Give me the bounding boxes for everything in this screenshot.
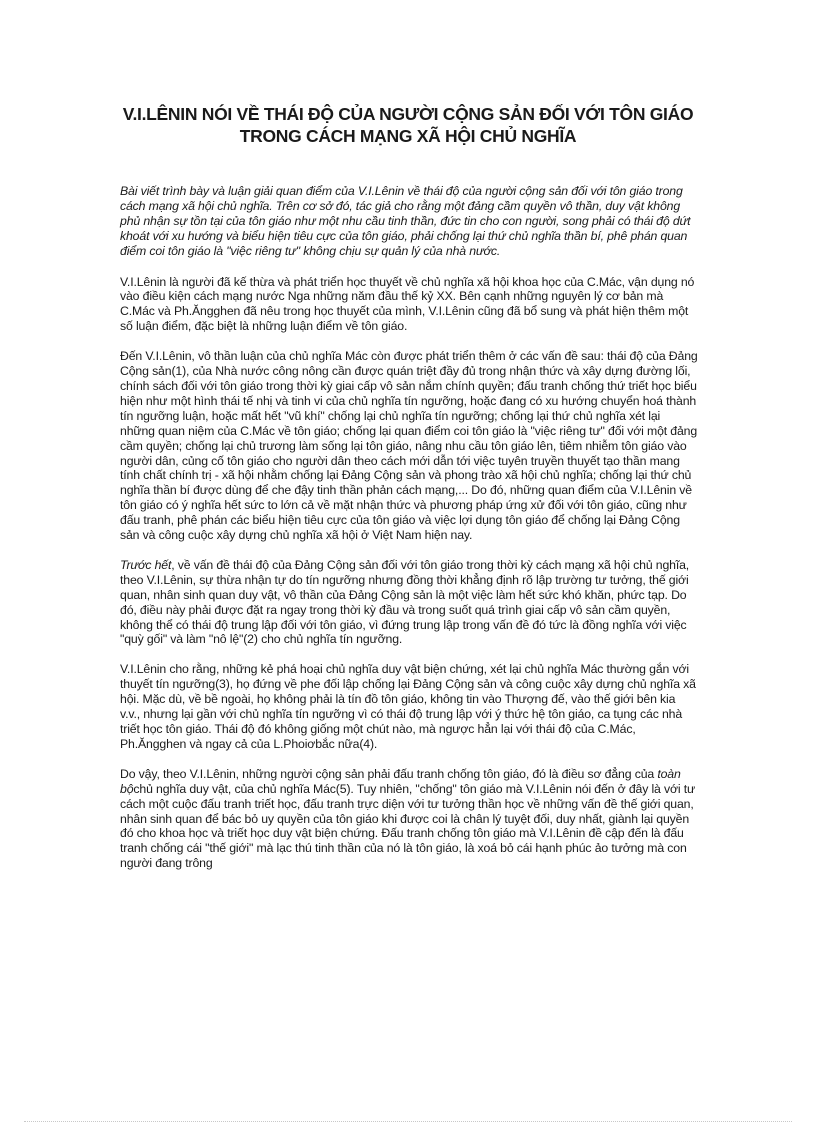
body-paragraph bbox=[120, 558, 698, 647]
article-body bbox=[120, 184, 698, 886]
body-paragraph: V.I.Lênin là người đã kế thừa và phát triển học thuyết về chủ nghĩa xã hội khoa học của C.Mác, vận dụng nó vào điều kiện cách mạng nước Nga những năm đầu thế kỷ XX. Bên cạnh những nguyên lý cơ bản mà C.Mác và Ph.Ăngghen đã nêu trong học thuyết của mình, V.I.Lênin cũng đã bổ sung và phát hiện thêm một số luận điểm, đặc biệt là những luận điểm về tôn giáo. bbox=[120, 274, 695, 334]
body-paragraph: Đến V.I.Lênin, vô thần luận của chủ nghĩa Mác còn được phát triển thêm ở các vấn đề sau: thái độ của Đảng Cộng sản(1), của Nhà nước công nông cần được quán triệt đầy đủ trong nhận thức và xây dựng đường lối, chính sách đối với tôn giáo trong thời kỳ giai cấp vô sản nắm chính quyền; đấu tranh chống thứ triết học biểu hiện như một hình thái tế nhị và tinh vi của chủ nghĩa tín ngưỡng, hoặc đang có xu hướng chuyển hoá thành tín ngưỡng luận, hoặc mất hết "vũ khí" chống lại chủ nghĩa tín ngưỡng; chống lại thứ chủ nghĩa xét lại những quan niệm của C.Mác về tôn giáo; chống lại quan điểm coi tôn giáo là "việc riêng tư" đối với một đảng cầm quyền; chống lại chủ trương làm sống lại tôn giáo, nâng nhu cầu tôn giáo lên, tiêm nhiễm tôn giáo vào người dân, củng cố tôn giáo cho người dân theo cách mới dẫn tới việc tuyên truyền thuyết tạo thần mang tính chất chính trị - xã hội nhằm chống lại Đảng Cộng sản và phong trào xã hội chủ nghĩa; chống lại thứ chủ nghĩa thần bí được dùng để che đậy tinh thần phản cách mạng,... Do đó, những quan điểm của V.I.Lênin về tôn giáo có ý nghĩa hết sức to lớn cả về mặt nhận thức và phương pháp ứng xử đối với tôn giáo, cũng như đấu tranh, phê phán các biểu hiện tiêu cực của tôn giáo và việc lợi dụng tôn giáo để chống lại Đảng Cộng sản và công cuộc xây dựng chủ nghĩa xã hội ở Việt Nam hiện nay. bbox=[120, 349, 698, 543]
emphasized-text: toàn bộ bbox=[120, 766, 681, 796]
page-bottom-divider bbox=[24, 1121, 792, 1122]
paragraph-text: , về vấn đề thái độ của Đảng Cộng sản đối với tôn giáo trong thời kỳ cách mạng xã hội chủ nghĩa, theo V.I.Lênin, sự thừa nhận tự do tín ngưỡng nhưng đồng thời khẳng định rõ lập trường tư tưởng, thế giới quan, nhân sinh quan duy vật, vô thần của Đảng Cộng sản là một việc làm hết sức khó khăn, phức tạp. Do đó, điều này phải được đặt ra ngay trong thời kỳ đầu và trong suốt quá trình giai cấp vô sản cầm quyền, không thể có thái độ trung lập đối với tôn giáo, vì đứng trung lập trong vấn đề đó tức là đồng nghĩa với việc "quỳ gối" và làm "nô lệ"(2) cho chủ nghĩa tín ngưỡng. bbox=[120, 557, 690, 647]
paragraph-text: chủ nghĩa duy vật, của chủ nghĩa Mác(5). Tuy nhiên, "chống" tôn giáo mà V.I.Lênin nói đến ở đây là với tư cách một cuộc đấu tranh triết học, đấu tranh trực diện với tư tưởng thần học về những vấn đề thế giới quan, nhân sinh quan để bác bỏ uy quyền của tôn giáo khi được coi là chân lý tuyệt đối, duy nhất, giành lại quyền đó cho khoa học và triết học duy vật biện chứng. Đấu tranh chống tôn giáo mà V.I.Lênin đề cập đến là đấu tranh chống cái "thế giới" mà lạc thú tinh thần của nó là tôn giáo, là xoá bỏ cái hạnh phúc ảo tưởng mà con người đang trông bbox=[120, 781, 696, 871]
paragraph-text: Do vậy, theo V.I.Lênin, những người cộng sản phải đấu tranh chống tôn giáo, đó là điều sơ đẳng của bbox=[120, 766, 658, 781]
body-paragraph bbox=[120, 767, 698, 871]
paragraph-lead-in: Trước hết bbox=[120, 557, 172, 572]
page-title: V.I.LÊNIN NÓI VỀ THÁI ĐỘ CỦA NGƯỜI CỘNG SẢN ĐỐI VỚI TÔN GIÁO TRONG CÁCH MẠNG XÃ HỘI CHỦ NGHĨA bbox=[122, 104, 694, 146]
body-paragraph: V.I.Lênin cho rằng, những kẻ phá hoại chủ nghĩa duy vật biện chứng, xét lại chủ nghĩa Mác thường gắn với thuyết tín ngưỡng(3), họ đứng về phe đối lập chống lại Đảng Cộng sản và công cuộc xây dựng chủ nghĩa xã hội. Mặc dù, về bề ngoài, họ không phải là tín đồ tôn giáo, không tin vào Thượng đế, vào thế giới bên kia v.v., nhưng lại gần với chủ nghĩa tín ngưỡng vì có thái độ trung lập với ý thức hệ tôn giáo, ca tụng các nhà triết học tôn giáo. Thái độ đó không giống một chút nào, mà ngược hẳn lại với thái độ của C.Mác, Ph.Ăngghen và ngay cả của L.Phoiơbắc nữa(4). bbox=[120, 662, 696, 751]
abstract-paragraph: Bài viết trình bày và luận giải quan điểm của V.I.Lênin về thái độ của người cộng sản đối với tôn giáo trong cách mạng xã hội chủ nghĩa. Trên cơ sở đó, tác giả cho rằng một đảng cầm quyền vô thần, duy vật không phủ nhận sự tồn tại của tôn giáo như một nhu cầu tinh thần, đức tin cho con người, song phải có thái độ dứt khoát với xu hướng và biểu hiện tiêu cực của tôn giáo, phải chống lại thứ chủ nghĩa thần bí, phê phán quan điểm coi tôn giáo là "việc riêng tư" không chịu sự quản lý của nhà nước. bbox=[120, 184, 691, 258]
